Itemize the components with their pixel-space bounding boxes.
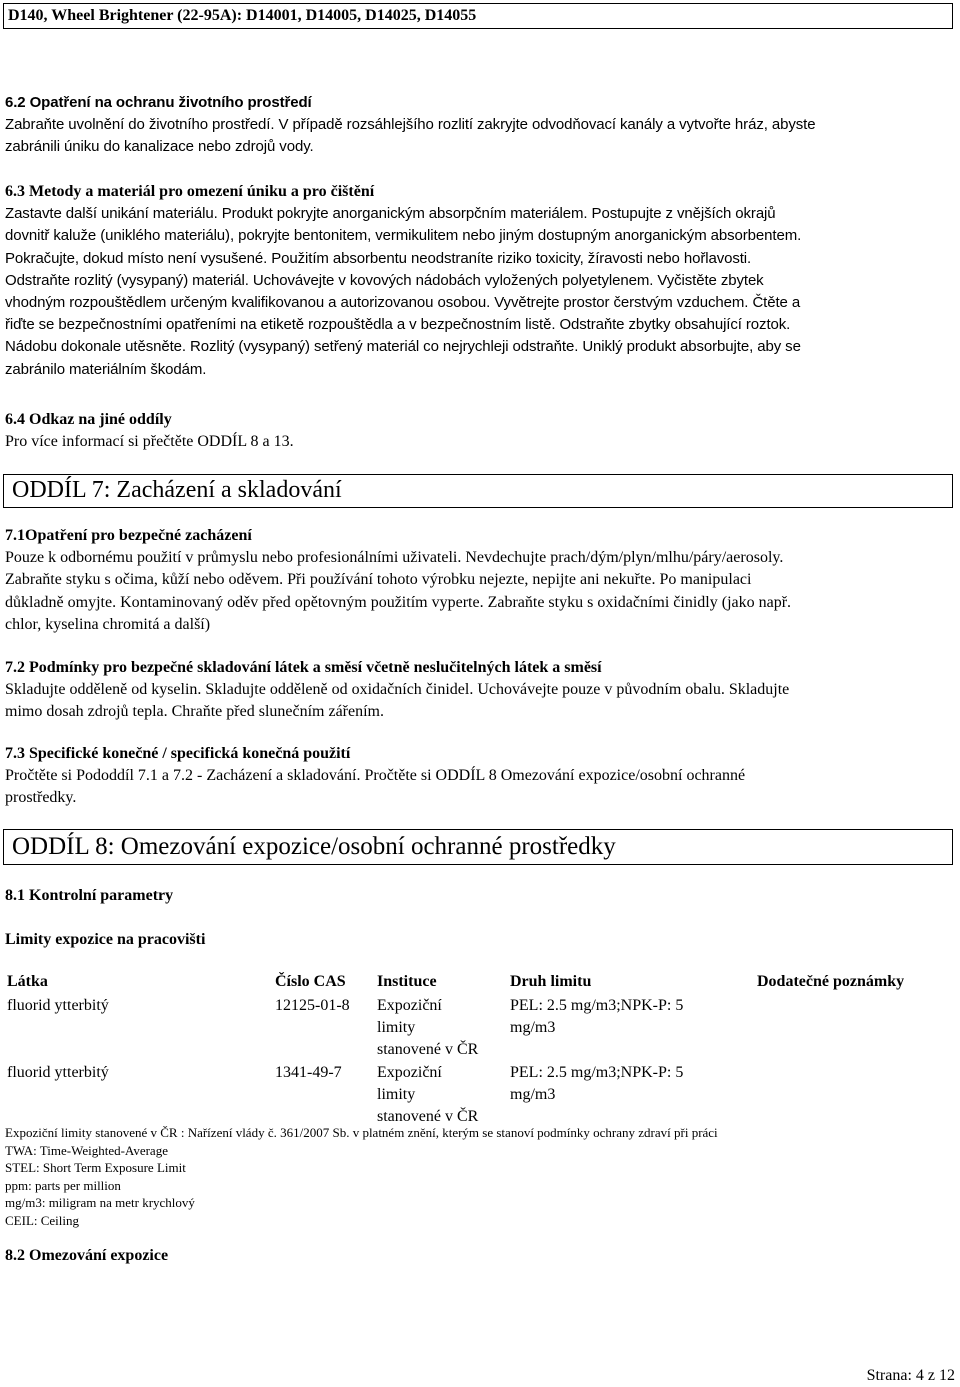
text-line: Pokračujte, dokud místo není vysušené. Použitím absorbentu neodstraníte riziko toxicity, žíravosti nebo hořlavosti. (5, 249, 752, 267)
text-line: zabránili úniku do kanalizace nebo zdrojů vody. (5, 138, 314, 156)
institution-cell (377, 1062, 510, 1129)
text-line: zabránilo materiálním škodám. (5, 360, 207, 378)
section-6-4 (5, 409, 955, 453)
table-row (7, 1062, 957, 1129)
text-line: Zabraňte styku s očima, kůží nebo oděvem. Při používání tohoto výrobku nejezte, nepijte ani nekuřte. Po manipulaci (5, 571, 752, 589)
heading-exposure-limits: Limity expozice na pracovišti (5, 931, 206, 948)
section-6-2 (5, 92, 955, 159)
text-line: Pročtěte si Pododdíl 7.1 a 7.2 - Zacházení a skladování. Pročtěte si ODDÍL 8 Omezování expozice/osobní ochranné (5, 767, 746, 785)
heading-6-4: 6.4 Odkaz na jiné oddíly (5, 411, 172, 428)
cell-line: Expoziční (377, 997, 442, 1014)
text-line: Odstraňte rozlitý (vysypaný) materiál. Uchovávejte v kovových nádobách vyložených polyetylenem. Vyčistěte zbytek (5, 271, 764, 289)
section-6-3 (5, 181, 955, 381)
limit-cell (510, 1062, 757, 1129)
column-header: Číslo CAS (275, 973, 346, 990)
text-line: Zastavte další unikání materiálu. Produkt pokryjte anorganickým absorpčním materiálem. Postupujte z vnějších okrajů (5, 205, 776, 223)
substance-cell: fluorid ytterbitý (7, 1063, 109, 1081)
heading-6-3: 6.3 Metody a materiál pro omezení úniku a pro čištění (5, 183, 375, 200)
cell-line: limity (377, 1085, 416, 1103)
heading-6-2: 6.2 Opatření na ochranu životního prostředí (5, 94, 312, 111)
abbreviation-notes (5, 1124, 718, 1230)
cell-line: PEL: 2.5 mg/m3;NPK-P: 5 (510, 997, 684, 1014)
heading-7-2: 7.2 Podmínky pro bezpečné skladování látek a směsí včetně neslučitelných látek a směsí (5, 659, 602, 676)
text-line: důkladně omyjte. Kontaminovaný oděv před opětovným použitím vyperte. Zabraňte styku s oxidačními činidly (jako např. (5, 593, 792, 611)
text-line: mimo dosah zdrojů tepla. Chraňte před slunečním zářením. (5, 703, 384, 721)
cell-line: Expoziční (377, 1063, 442, 1081)
cas-cell: 1341-49-7 (275, 1063, 342, 1081)
text-line: Zabraňte uvolnění do životního prostředí. V případě rozsáhlejšího rozlití zakryjte odvodňovací kanály a vytvořte hráz, abyste (5, 116, 816, 134)
limit-cell (510, 995, 757, 1062)
text-line: chlor, kyselina chromitá a další) (5, 615, 211, 633)
text-line: Nádobu dokonale utěsněte. Rozlitý (vysypaný) setřený materiál co nejrychleji odstraňte. Uniklý produkt absorbujte, aby se (5, 338, 801, 356)
table-row (7, 995, 957, 1062)
cell-line: limity (377, 1019, 416, 1037)
column-header: Druh limitu (510, 973, 592, 990)
cell-line: mg/m3 (510, 1085, 556, 1103)
document-header: D140, Wheel Brightener (22-95A): D14001, D14005, D14025, D14055 (3, 3, 953, 29)
text-line: Skladujte odděleně od kyselin. Skladujte odděleně od oxidačních činidel. Uchovávejte pouze v původním obalu. Skladujte (5, 681, 790, 699)
exposure-limits-table (7, 971, 957, 1128)
section-7-1 (5, 525, 955, 636)
note-line: STEL: Short Term Exposure Limit (5, 1160, 186, 1176)
note-line: mg/m3: miligram na metr krychlový (5, 1195, 195, 1211)
text-line: Pouze k odbornému použití v průmyslu nebo profesionálními uživateli. Nevdechujte prach/dým/plyn/mlhu/páry/aerosoly. (5, 549, 784, 567)
note-line: ppm: parts per million (5, 1177, 121, 1193)
substance-cell: fluorid ytterbitý (7, 997, 109, 1014)
cell-line: mg/m3 (510, 1019, 556, 1037)
notes-cell (757, 1062, 957, 1129)
text-line: dovnitř kaluže (uniklého materiálu), pokryjte bentonitem, vermikulitem nebo jiným dostupným anorganickým absorbentem. (5, 227, 802, 245)
notes-cell (757, 995, 957, 1062)
text-line: prostředky. (5, 789, 77, 807)
column-header: Dodatečné poznámky (757, 973, 905, 990)
cell-line: stanovené v ČR (377, 1041, 479, 1059)
heading-7-3: 7.3 Specifické konečné / specifická konečná použití (5, 745, 351, 762)
note-line: CEIL: Ceiling (5, 1212, 80, 1228)
section-8-title: ODDÍL 8: Omezování expozice/osobní ochranné prostředky (3, 829, 953, 865)
heading-7-1: 7.1Opatření pro bezpečné zacházení (5, 527, 252, 544)
cell-line: stanovené v ČR (377, 1108, 479, 1126)
text-line: řiďte se bezpečnostními opatřeními na etiketě rozpouštědla a v bezpečnostním listě. Odstraňte zbytky obsahující roztok. (5, 316, 791, 334)
note-line: Expoziční limity stanovené v ČR : Nařízení vlády č. 361/2007 Sb. v platném znění, kterým se stanoví podmínky ochrany zdraví při práci (5, 1125, 718, 1140)
institution-cell (377, 995, 510, 1062)
text-line: vhodným rozpouštědlem určeným kvalifikovanou a autorizovanou osobou. Vyvětrejte prostor čerstvým vzduchem. Čtěte a (5, 294, 801, 312)
section-7-3 (5, 743, 955, 810)
section-7-title: ODDÍL 7: Zacházení a skladování (3, 474, 953, 508)
note-line: TWA: Time-Weighted-Average (5, 1142, 168, 1158)
heading-8-1: 8.1 Kontrolní parametry (5, 887, 174, 904)
column-header: Látka (7, 973, 48, 990)
page-number: Strana: 4 z 12 (866, 1367, 955, 1384)
cell-line: PEL: 2.5 mg/m3;NPK-P: 5 (510, 1063, 684, 1081)
text-line: Pro více informací si přečtěte ODDÍL 8 a 13. (5, 433, 294, 451)
heading-8-2: 8.2 Omezování expozice (5, 1247, 169, 1264)
column-header: Instituce (377, 973, 437, 990)
section-7-2 (5, 657, 955, 724)
table-header-row (7, 971, 957, 995)
cas-cell: 12125-01-8 (275, 997, 350, 1014)
